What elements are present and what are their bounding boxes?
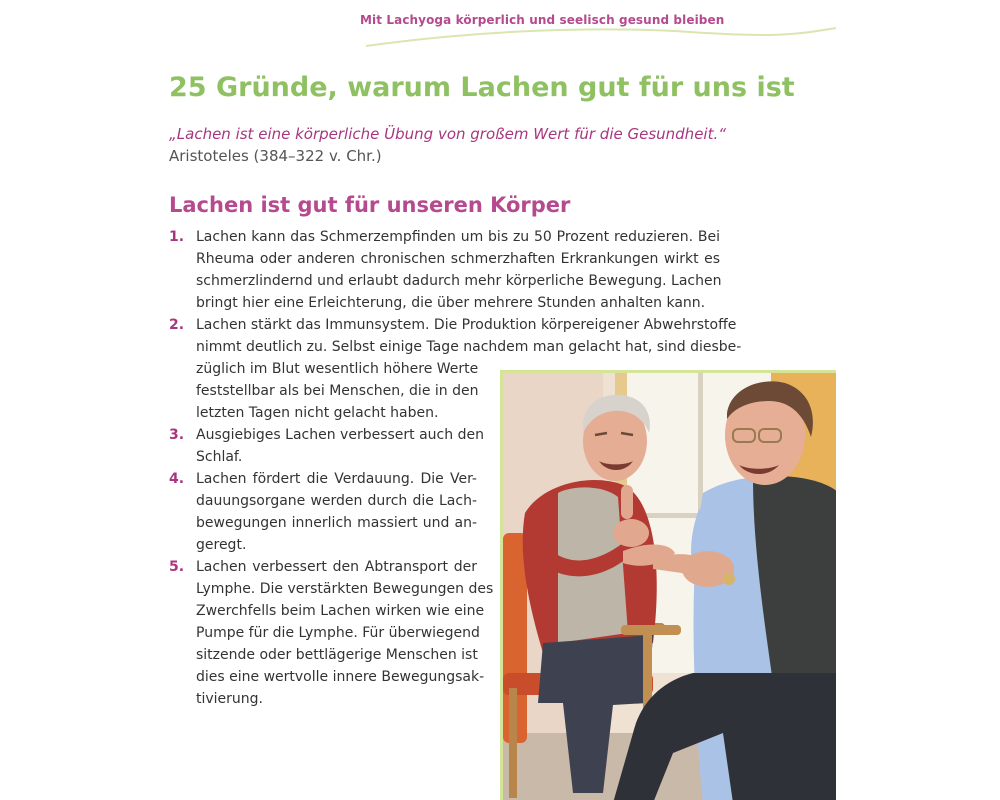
list-item-line: geregt. xyxy=(196,537,247,553)
list-item-line: Lachen stärkt das Immunsystem. Die Produktion körpereigener Abwehrstoffe xyxy=(196,317,737,333)
list-item-line: sitzende oder bettlägerige Menschen ist xyxy=(196,647,478,663)
list-item-line: züglich im Blut wesentlich höhere Werte xyxy=(196,361,479,377)
photo-laughing-seniors xyxy=(500,370,836,800)
list-item-number: 5. xyxy=(169,559,185,575)
section-heading: Lachen ist gut für unseren Körper xyxy=(169,193,571,217)
quote-author: Aristoteles (384–322 v. Chr.) xyxy=(169,147,382,165)
list-item-line: Pumpe für die Lymphe. Für überwiegend xyxy=(196,625,480,641)
header-swoosh-decoration xyxy=(360,22,840,52)
list-item-line: Lachen fördert die Verdauung. Die Ver- xyxy=(196,471,477,487)
photo-illustration xyxy=(503,373,836,800)
page-title: 25 Gründe, warum Lachen gut für uns ist xyxy=(169,72,795,103)
running-header: Mit Lachyoga körperlich und seelisch gesund bleiben xyxy=(360,13,725,27)
list-item-line: Lachen kann das Schmerzempfinden um bis zu 50 Prozent reduzieren. Bei xyxy=(196,229,720,245)
list-item-line: Lymphe. Die verstärkten Bewegungen des xyxy=(196,581,494,597)
list-item-line: Schlaf. xyxy=(196,449,243,465)
list-item-line: bewegungen innerlich massiert und an- xyxy=(196,515,477,531)
list-item-line: Rheuma oder anderen chronischen schmerzhaften Erkrankungen wirkt es xyxy=(196,251,720,267)
list-item-line: nimmt deutlich zu. Selbst einige Tage nachdem man gelacht hat, sind diesbe- xyxy=(196,339,742,355)
list-item-line: Ausgiebiges Lachen verbessert auch den xyxy=(196,427,484,443)
list-item-line: dauungsorgane werden durch die Lach- xyxy=(196,493,477,509)
list-item-line: tivierung. xyxy=(196,691,264,707)
list-item-number: 3. xyxy=(169,427,185,443)
list-item-line: Zwerchfells beim Lachen wirken wie eine xyxy=(196,603,485,619)
list-item-line: schmerzlindernd und erlaubt dadurch mehr körperliche Bewegung. Lachen xyxy=(196,273,722,289)
list-item-number: 4. xyxy=(169,471,185,487)
list-item-line: bringt hier eine Erleichterung, die über mehrere Stunden anhalten kann. xyxy=(196,295,706,311)
list-item-line: Lachen verbessert den Abtransport der xyxy=(196,559,477,575)
list-item-line: letzten Tagen nicht gelacht haben. xyxy=(196,405,439,421)
quote-text: „Lachen ist eine körperliche Übung von großem Wert für die Gesundheit.“ xyxy=(169,125,727,143)
list-item-line: dies eine wertvolle innere Bewegungsak- xyxy=(196,669,485,685)
list-item-line: feststellbar als bei Menschen, die in den xyxy=(196,383,479,399)
list-item-number: 2. xyxy=(169,317,185,333)
list-item-number: 1. xyxy=(169,229,185,245)
